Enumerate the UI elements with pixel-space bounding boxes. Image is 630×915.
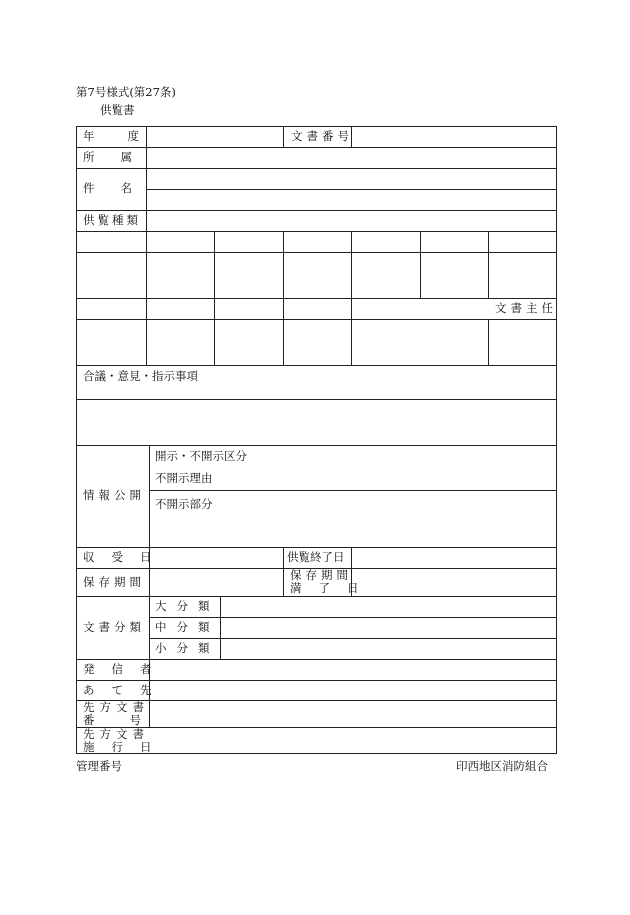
other-doc-date-label-line2: 施行日 [83,740,169,754]
sender-label: 発信者 [83,662,169,676]
retention-expiry-label-line2: 満了日 [290,581,376,595]
info-disclosure-label: 情報公開 [83,488,145,502]
nondisclosure-reason-label: 不開示理由 [155,471,213,485]
row-line [146,189,556,190]
row-line [149,638,556,639]
opinions-label: 合議・意見・指示事項 [83,369,198,383]
document-title: 供覧書 [100,103,135,117]
row-line [77,298,556,299]
retention-expiry-label-line1: 保存期間 [290,568,352,582]
col-line [351,231,352,365]
circulation-type-label: 供覧種類 [83,213,141,227]
col-line [283,547,284,596]
addressee-label: あて先 [83,683,169,697]
row-line [77,365,556,366]
circulation-end-date-label: 供覧終了日 [287,550,345,564]
doc-classification-label: 文書分類 [83,620,145,634]
year-label: 年 度 [83,129,139,143]
doc-number-label: 文書番号 [291,129,353,143]
other-doc-number-label-line2: 番号 [83,713,176,727]
col-line [214,231,215,365]
nondisclosure-part-label: 不開示部分 [155,497,213,511]
row-line [149,490,556,491]
row-line [77,147,556,148]
row-line [77,168,556,169]
col-line [283,231,284,365]
col-line [146,231,147,365]
affiliation-label: 所属 [83,150,158,164]
management-number-label: 管理番号 [76,759,122,773]
col-line [420,231,421,298]
col-line [283,127,284,147]
organization-name: 印西地区消防組合 [456,759,548,773]
received-date-label: 収受日 [83,550,169,564]
minor-class-label: 小分類 [155,641,220,655]
col-line [488,319,489,365]
middle-class-label: 中分類 [155,620,220,634]
disclosure-category-label: 開示・不開示区分 [155,449,247,463]
col-line [220,596,221,659]
doc-officer-label: 文書主任 [495,301,557,315]
row-line [77,252,556,253]
row-line [77,319,556,320]
retention-period-label: 保存期間 [83,575,145,589]
circulation-form [76,126,557,754]
other-doc-date-label-line1: 先方文書 [83,727,149,741]
col-line [488,231,489,298]
row-line [77,231,556,232]
form-number: 第7号様式(第27条) [76,85,176,99]
row-line [77,399,556,400]
row-line [77,210,556,211]
row-line [149,617,556,618]
major-class-label: 大分類 [155,599,220,613]
other-doc-number-label-line1: 先方文書 [83,700,149,714]
subject-label: 件名 [83,181,158,195]
